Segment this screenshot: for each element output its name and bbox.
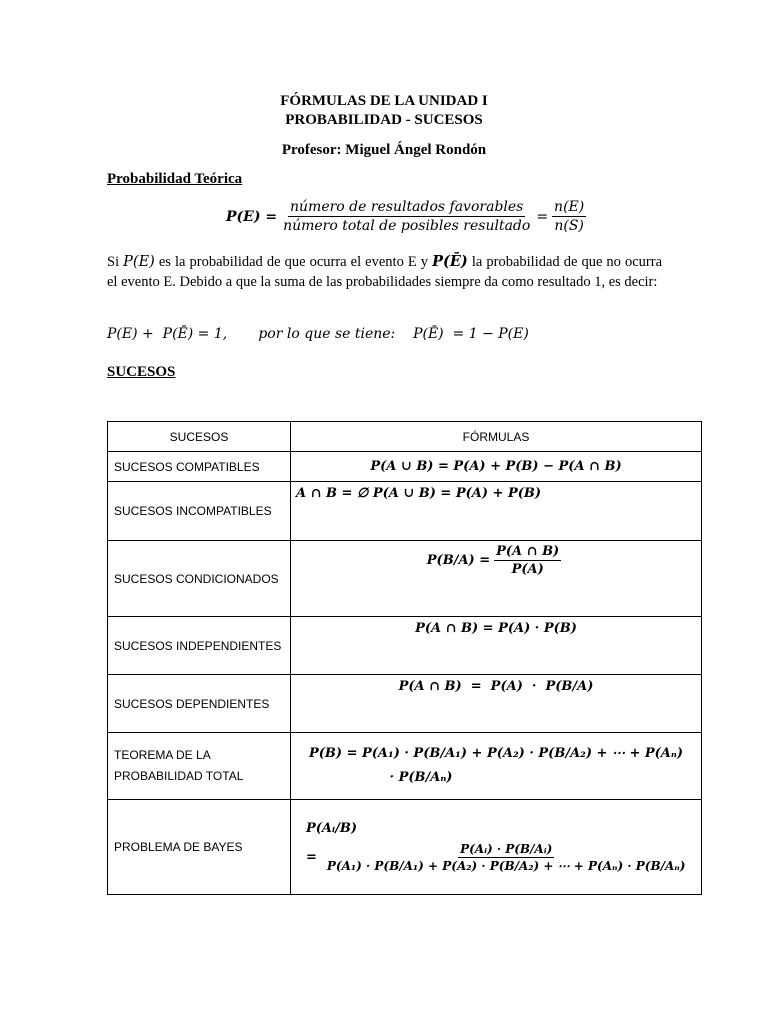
row-label: SUCESOS COMPATIBLES: [108, 452, 291, 482]
table-row: [108, 675, 702, 733]
conditional-fraction: [494, 544, 561, 577]
row-label: PROBLEMA DE BAYES: [108, 800, 291, 895]
row-label: [108, 733, 291, 800]
formula-equals: =: [536, 208, 549, 225]
row-formula: A ∩ B = ∅ P(A ∪ B) = P(A) + P(B): [291, 482, 702, 541]
formula-numerator-n: n(E): [554, 199, 585, 215]
formula-lhs: P(E) =: [226, 208, 278, 225]
sucesos-table: [107, 421, 702, 895]
bayes-fraction: [325, 842, 688, 873]
row-label: SUCESOS INCOMPATIBLES: [108, 482, 291, 541]
document-title: FÓRMULAS DE LA UNIDAD I: [280, 93, 488, 109]
table-row: [108, 617, 702, 675]
formula-line: · P(B/Aₙ): [389, 770, 453, 785]
bayes-equals: =: [306, 850, 317, 865]
complement-formula: P(E) + P(Ē) = 1, por lo que se tiene: P(Ē) = 1 − P(E): [107, 326, 529, 342]
formula-denominator: P(A): [511, 562, 544, 577]
formula-line: P(B) = P(A₁) · P(B/A₁) + P(A₂) · P(B/A₂) + ⋯ + P(Aₙ): [308, 746, 684, 761]
formula-fraction-n: [552, 199, 586, 234]
row-label: SUCESOS DEPENDIENTES: [108, 675, 291, 733]
bayes-lhs: P(Aᵢ/B): [306, 821, 358, 836]
table-row: [108, 800, 702, 895]
row-formula: [291, 800, 702, 895]
paragraph-math-pe: P(E): [123, 254, 155, 270]
document-subtitle: PROBABILIDAD - SUCESOS: [285, 112, 483, 128]
formula-denominator: número total de posibles resultado: [283, 218, 531, 234]
paragraph-text: Si: [107, 254, 124, 270]
row-formula: P(A ∩ B) = P(A) · P(B/A): [291, 675, 702, 733]
bayes-rhs: [306, 842, 701, 873]
complement-paragraph: [107, 252, 662, 292]
paragraph-text: la probabilidad de que no ocurra el evento E. Debido a que la suma de las probabilidades siempre da como resultado 1, es decir:: [107, 254, 663, 290]
formula-numerator: P(A ∩ B): [496, 544, 560, 559]
professor-line: Profesor: Miguel Ángel Rondón: [281, 142, 487, 158]
table-row: [108, 541, 702, 617]
row-formula: P(A ∩ B) = P(A) · P(B): [291, 617, 702, 675]
section-heading-sucesos: SUCESOS: [107, 364, 176, 380]
paragraph-math-pebar: P(Ē): [432, 253, 468, 270]
formula-numerator: número de resultados favorables: [290, 199, 524, 215]
row-formula: P(A ∪ B) = P(A) + P(B) − P(A ∩ B): [291, 452, 702, 482]
row-label: SUCESOS INDEPENDIENTES: [108, 617, 291, 675]
row-formula: [291, 541, 702, 617]
table-row: [108, 452, 702, 482]
column-header-sucesos: SUCESOS: [108, 422, 291, 452]
row-label-line: PROBABILIDAD TOTAL: [114, 769, 244, 783]
row-label-line: TEOREMA DE LA: [114, 748, 211, 762]
column-header-formulas: FÓRMULAS: [291, 422, 702, 452]
row-label: SUCESOS CONDICIONADOS: [108, 541, 291, 617]
formula-numerator: P(Aᵢ) · P(B/Aᵢ): [460, 842, 553, 856]
row-formula: [291, 733, 702, 800]
formula-denominator-n: n(S): [554, 218, 584, 234]
table-row: [108, 733, 702, 800]
table-header-row: [108, 422, 702, 452]
table-row: [108, 482, 702, 541]
formula-lhs: P(B/A) =: [426, 553, 491, 568]
formula-fraction-words: [281, 199, 532, 234]
formula-denominator: P(A₁) · P(B/A₁) + P(A₂) · P(B/A₂) + ⋯ + P(Aₙ) · P(B/Aₙ): [326, 859, 686, 873]
paragraph-text: es la probabilidad de que ocurra el evento E y: [154, 254, 433, 270]
section-heading-probabilidad: Probabilidad Teórica: [107, 171, 243, 187]
theoretical-probability-formula: [226, 199, 590, 234]
